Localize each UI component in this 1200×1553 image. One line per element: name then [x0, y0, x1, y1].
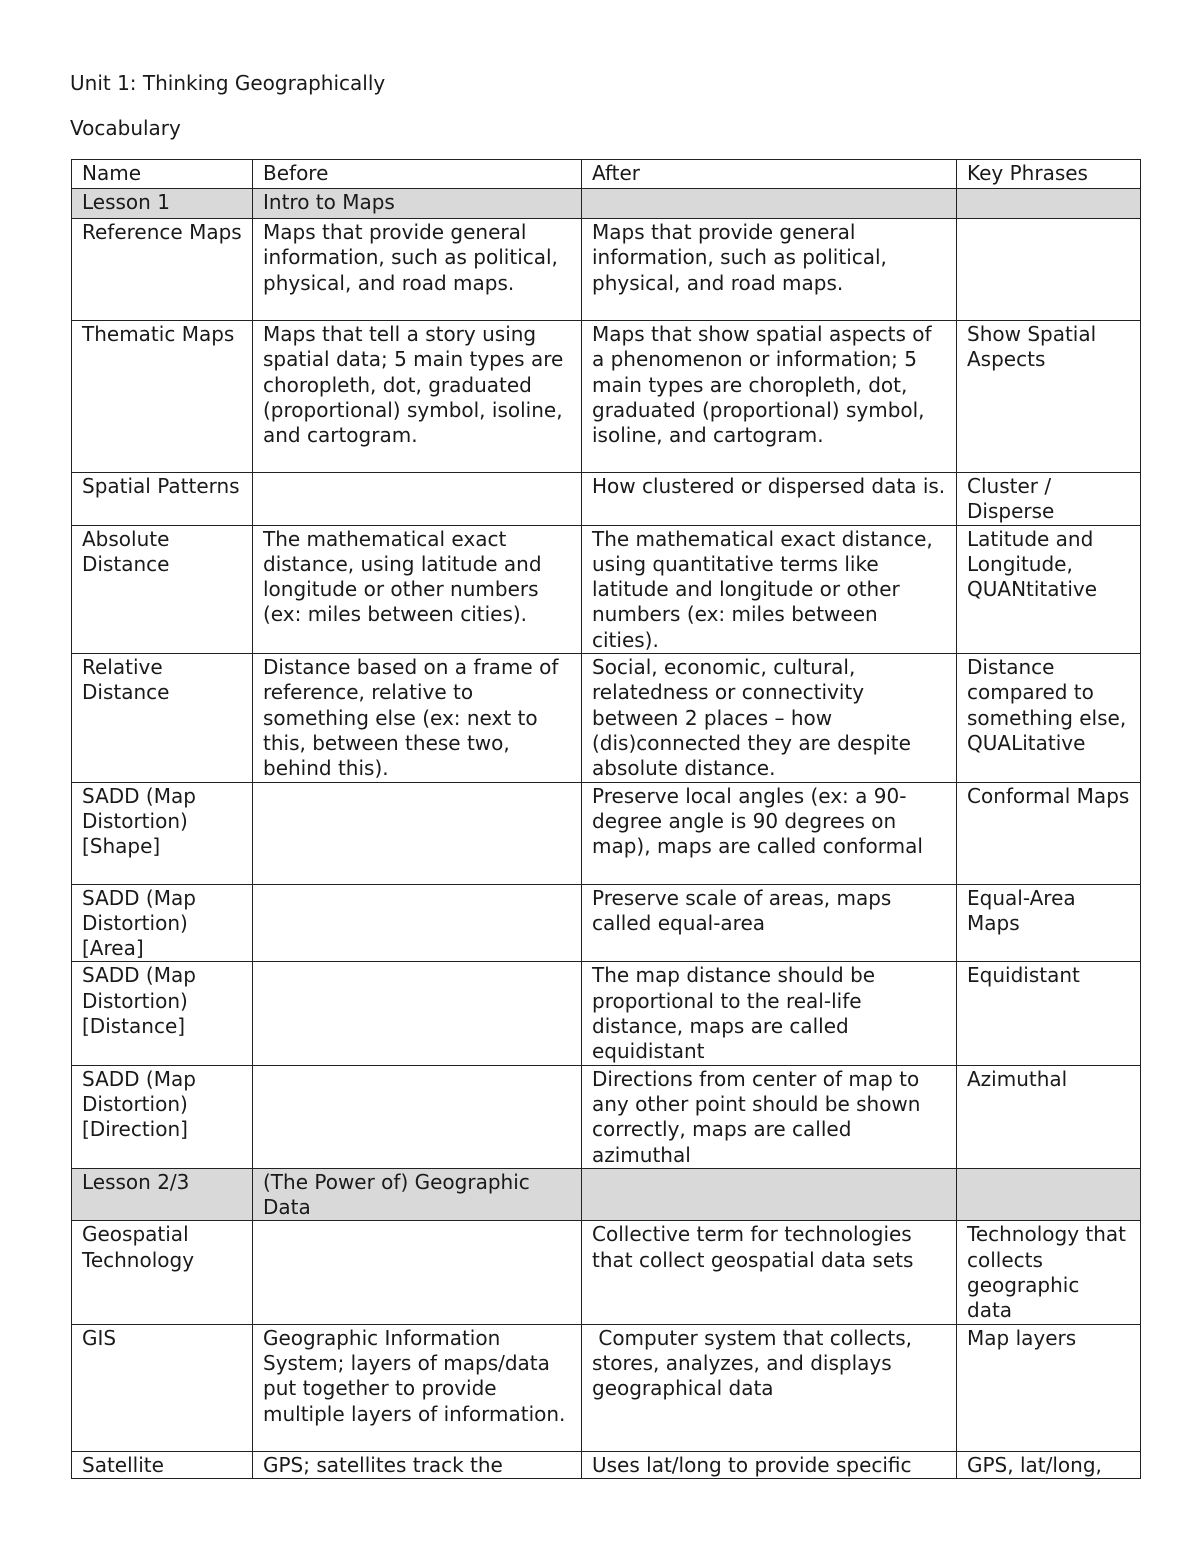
table-cell: Relative Distance: [72, 654, 253, 782]
table-cell: GIS: [72, 1324, 253, 1451]
header-before: Before: [253, 160, 582, 189]
table-row: [72, 1221, 1141, 1324]
lesson-row: [72, 1168, 1141, 1221]
table-cell: [957, 1168, 1141, 1221]
table-cell: The mathematical exact distance, using quantitative terms like latitude and longitude or other numbers (ex: miles between cities).: [582, 525, 957, 653]
table-row: [72, 782, 1141, 884]
table-cell: (The Power of) Geographic Data: [253, 1168, 582, 1221]
table-cell: Latitude and Longitude, QUANtitative: [957, 525, 1141, 653]
table-cell: The map distance should be proportional to the real-life distance, maps are called equidistant: [582, 962, 957, 1065]
header-key-phrases: Key Phrases: [957, 160, 1141, 189]
table-cell: Social, economic, cultural, relatedness or connectivity between 2 places – how (dis)connected they are despite absolute distance.: [582, 654, 957, 782]
table-cell: Show Spatial Aspects: [957, 321, 1141, 473]
table-cell: Geospatial Technology: [72, 1221, 253, 1324]
table-cell: Map layers: [957, 1324, 1141, 1451]
table-cell: SADD (Map Distortion) [Area]: [72, 884, 253, 962]
table-row: [72, 525, 1141, 653]
table-cell: [957, 219, 1141, 321]
lesson-row: [72, 189, 1141, 219]
table-row: [72, 473, 1141, 526]
table-cell: Azimuthal: [957, 1065, 1141, 1168]
table-cell: GPS, lat/long,: [957, 1451, 1141, 1478]
table-cell: Maps that provide general information, such as political, physical, and road maps.: [253, 219, 582, 321]
table-cell: Spatial Patterns: [72, 473, 253, 526]
table-cell: Directions from center of map to any other point should be shown correctly, maps are called azimuthal: [582, 1065, 957, 1168]
table-cell: Technology that collects geographic data: [957, 1221, 1141, 1324]
table-row: [72, 884, 1141, 962]
table-cell: Geographic Information System; layers of maps/data put together to provide multiple layers of information.: [253, 1324, 582, 1451]
table-cell: [253, 962, 582, 1065]
table-cell: SADD (Map Distortion) [Distance]: [72, 962, 253, 1065]
header-name: Name: [72, 160, 253, 189]
table-cell: How clustered or dispersed data is.: [582, 473, 957, 526]
table-cell: Equidistant: [957, 962, 1141, 1065]
table-cell: Preserve scale of areas, maps called equal-area: [582, 884, 957, 962]
table-cell: GPS; satellites track the: [253, 1451, 582, 1478]
table-cell: [582, 1168, 957, 1221]
header-after: After: [582, 160, 957, 189]
table-cell: [253, 473, 582, 526]
table-cell: SADD (Map Distortion) [Shape]: [72, 782, 253, 884]
table-cell: [253, 1221, 582, 1324]
table-cell: [253, 1065, 582, 1168]
table-cell: Thematic Maps: [72, 321, 253, 473]
table-row: [72, 654, 1141, 782]
table-cell: Reference Maps: [72, 219, 253, 321]
table-cell: SADD (Map Distortion) [Direction]: [72, 1065, 253, 1168]
vocabulary-table: [71, 159, 1141, 1479]
table-cell: Lesson 1: [72, 189, 253, 219]
table-cell: [253, 884, 582, 962]
table-row: [72, 962, 1141, 1065]
table-row: [72, 1065, 1141, 1168]
table-cell: Cluster / Disperse: [957, 473, 1141, 526]
table-cell: Maps that show spatial aspects of a phenomenon or information; 5 main types are choropleth, dot, graduated (proportional) symbol, isoline, and cartogram.: [582, 321, 957, 473]
table-cell: Equal-Area Maps: [957, 884, 1141, 962]
table-cell: Preserve local angles (ex: a 90-degree angle is 90 degrees on map), maps are called conformal: [582, 782, 957, 884]
table-cell: Maps that tell a story using spatial data; 5 main types are choropleth, dot, graduated (proportional) symbol, isoline, and cartogram.: [253, 321, 582, 473]
table-cell: Uses lat/long to provide specific: [582, 1451, 957, 1478]
table-row: [72, 1324, 1141, 1451]
table-cell: Intro to Maps: [253, 189, 582, 219]
table-cell: [253, 782, 582, 884]
document-subtitle: Vocabulary: [70, 116, 181, 140]
table-cell: Conformal Maps: [957, 782, 1141, 884]
table-header-row: [72, 160, 1141, 189]
table-cell: [957, 189, 1141, 219]
table-cell: Computer system that collects, stores, analyzes, and displays geographical data: [582, 1324, 957, 1451]
table-row: [72, 1451, 1141, 1478]
table-row: [72, 219, 1141, 321]
table-cell: Satellite: [72, 1451, 253, 1478]
table-cell: Distance based on a frame of reference, relative to something else (ex: next to this, between these two, behind this).: [253, 654, 582, 782]
table-row: [72, 321, 1141, 473]
table-cell: [582, 189, 957, 219]
table-cell: Collective term for technologies that collect geospatial data sets: [582, 1221, 957, 1324]
table-cell: The mathematical exact distance, using latitude and longitude or other numbers (ex: miles between cities).: [253, 525, 582, 653]
table-cell: Distance compared to something else, QUALitative: [957, 654, 1141, 782]
table-cell: Maps that provide general information, such as political, physical, and road maps.: [582, 219, 957, 321]
table-cell: Absolute Distance: [72, 525, 253, 653]
table-cell: Lesson 2/3: [72, 1168, 253, 1221]
document-title: Unit 1: Thinking Geographically: [70, 71, 386, 95]
